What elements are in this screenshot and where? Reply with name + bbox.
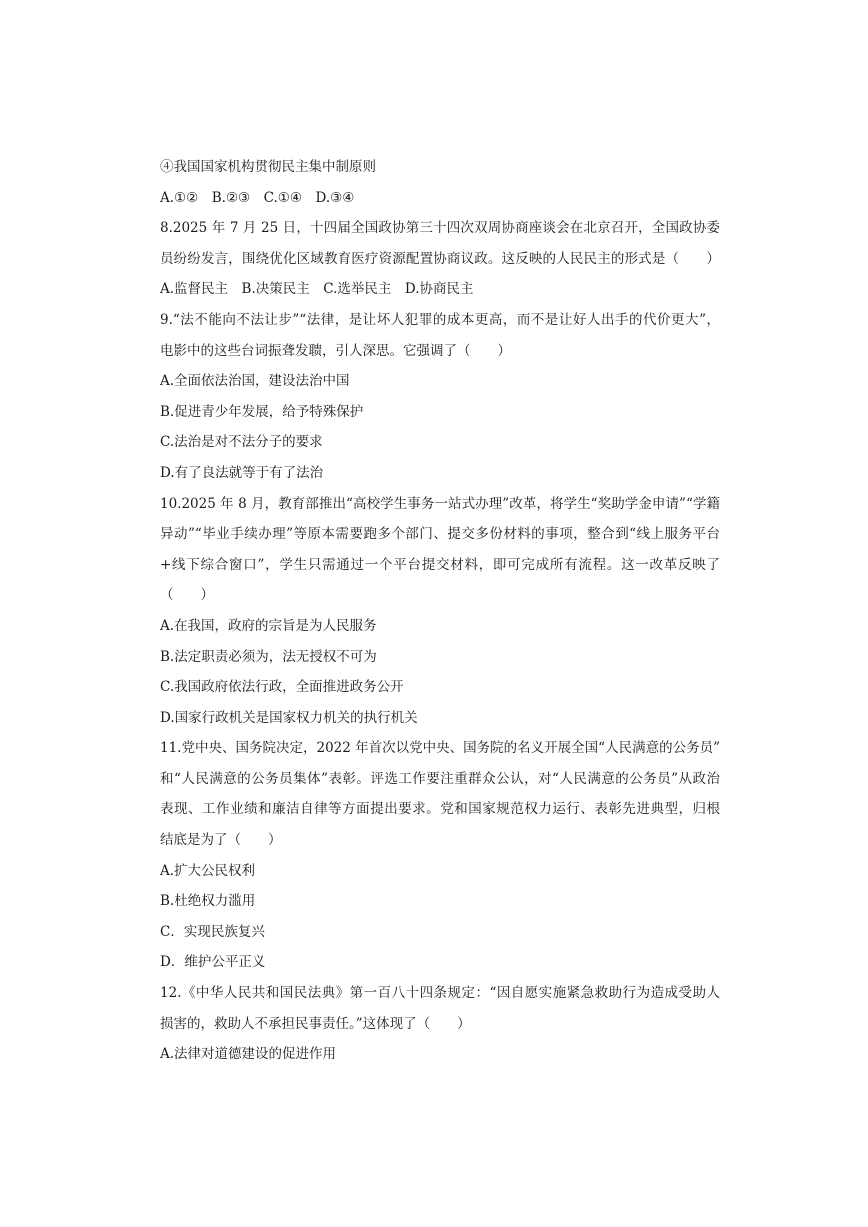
q11-option-c: C．实现民族复兴 bbox=[160, 923, 265, 940]
q7-answer-choices: A.①② B.②③ C.①④ D.③④ bbox=[160, 189, 355, 206]
q8-answer-choices: A.监督民主 B.决策民主 C.选举民主 D.协商民主 bbox=[160, 281, 474, 298]
q10-option-b: B.法定职责必须为，法无授权不可为 bbox=[160, 648, 377, 665]
q11-option-a: A.扩大公民权利 bbox=[160, 862, 256, 879]
q9-stem-line-1: 9.“法不能向不法让步”“法律，是让坏人犯罪的成本更高，而不是让好人出手的代价更大”， bbox=[160, 311, 720, 328]
q10-stem-line-1: 10.2025 年 8 月，教育部推出“高校学生事务一站式办理”改革，将学生“奖助学金申请”“学籍 bbox=[160, 495, 720, 512]
q8-stem-line-1: 8.2025 年 7 月 25 日，十四届全国政协第三十四次双周协商座谈会在北京召开，全国政协委 bbox=[160, 220, 720, 237]
q11-option-b: B.杜绝权力滥用 bbox=[160, 893, 256, 910]
q11-stem-line-1: 11.党中央、国务院决定，2022 年首次以党中央、国务院的名义开展全国“人民满意的公务员” bbox=[160, 740, 720, 757]
q9-option-d: D.有了良法就等于有了法治 bbox=[160, 464, 324, 481]
q12-stem-line-2: 损害的，救助人不承担民事责任。”这体现了（ ） bbox=[160, 1015, 471, 1032]
q11-option-d: D．维护公平正义 bbox=[160, 954, 266, 971]
q10-option-a: A.在我国，政府的宗旨是为人民服务 bbox=[160, 617, 377, 634]
q11-stem-line-4: 结底是为了（ ） bbox=[160, 832, 282, 849]
q10-option-d: D.国家行政机关是国家权力机关的执行机关 bbox=[160, 709, 418, 726]
q9-option-a: A.全面依法治国，建设法治中国 bbox=[160, 373, 350, 390]
q10-stem-line-3: +线下综合窗口”，学生只需通过一个平台提交材料，即可完成所有流程。这一改革反映了 bbox=[160, 556, 720, 573]
q11-stem-line-3: 表现、工作业绩和廉洁自律等方面提出要求。党和国家规范权力运行、表彰先进典型，归根 bbox=[160, 801, 720, 818]
q10-option-c: C.我国政府依法行政，全面推进政务公开 bbox=[160, 679, 404, 696]
q12-stem-line-1: 12.《中华人民共和国民法典》第一百八十四条规定：“因自愿实施紧急救助行为造成受助人 bbox=[160, 985, 720, 1002]
q9-option-c: C.法治是对不法分子的要求 bbox=[160, 434, 323, 451]
q12-option-a: A.法律对道德建设的促进作用 bbox=[160, 1046, 337, 1063]
q8-stem-line-2: 员纷纷发言，围绕优化区域教育医疗资源配置协商议政。这反映的人民民主的形式是（ ） bbox=[160, 250, 720, 267]
question-text-block bbox=[160, 157, 720, 1064]
option-statement-4: ④我国国家机构贯彻民主集中制原则 bbox=[160, 159, 376, 175]
q9-stem-line-2: 电影中的这些台词振聋发聩，引人深思。它强调了（ ） bbox=[160, 342, 511, 359]
q10-stem-line-4: （ ） bbox=[160, 587, 214, 604]
q9-option-b: B.促进青少年发展，给予特殊保护 bbox=[160, 403, 364, 420]
q10-stem-line-2: 异动”“毕业手续办理”等原本需要跑多个部门、提交多份材料的事项，整合到“线上服务平台 bbox=[160, 526, 720, 543]
q11-stem-line-2: 和“人民满意的公务员集体”表彰。评选工作要注重群众公认，对“人民满意的公务员”从政治 bbox=[160, 770, 720, 787]
